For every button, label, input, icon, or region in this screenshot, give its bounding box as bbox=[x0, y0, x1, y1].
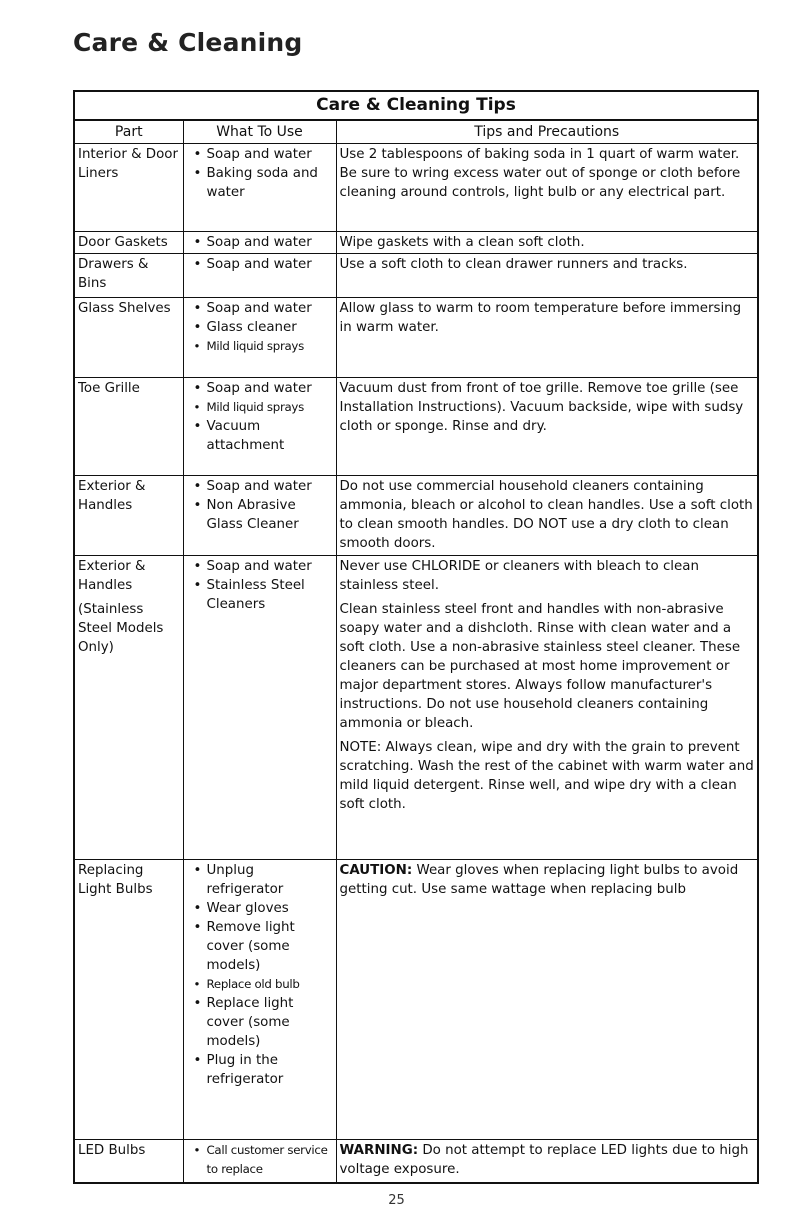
care-cleaning-tips-table bbox=[73, 90, 759, 1184]
use-cell bbox=[183, 298, 336, 378]
use-item: • Soap and water bbox=[187, 477, 333, 496]
tips-cell bbox=[336, 1140, 757, 1182]
use-cell bbox=[183, 254, 336, 298]
use-cell bbox=[183, 1140, 336, 1182]
table-row bbox=[75, 254, 757, 298]
use-list bbox=[187, 861, 333, 1089]
caution-text: Wear gloves when replacing light bulbs to avoid getting cut. Use same wattage when replacing bulb bbox=[339, 863, 739, 897]
use-list bbox=[187, 379, 333, 455]
use-list bbox=[187, 557, 333, 614]
use-item: • Soap and water bbox=[187, 233, 333, 252]
table-title: Care & Cleaning Tips bbox=[75, 92, 757, 121]
tip-text: Allow glass to warm to room temperature before immersing in warm water. bbox=[339, 301, 742, 335]
use-item: • Mild liquid sprays bbox=[187, 398, 333, 417]
use-item: • Plug in the refrigerator bbox=[187, 1051, 333, 1089]
part-cell bbox=[75, 556, 183, 860]
use-list bbox=[187, 299, 333, 356]
use-cell bbox=[183, 860, 336, 1140]
use-list bbox=[187, 255, 333, 274]
use-item: • Mild liquid sprays bbox=[187, 337, 333, 356]
use-cell bbox=[183, 556, 336, 860]
header-tips: Tips and Precautions bbox=[336, 121, 757, 144]
tip-text: NOTE: Always clean, wipe and dry with the grain to prevent scratching. Wash the rest of the cabinet with warm water and mild liquid detergent. Rinse well, and wipe dry with a clean soft cloth. bbox=[339, 740, 754, 812]
tips-cell bbox=[336, 378, 757, 476]
use-list bbox=[187, 477, 333, 534]
tips-cell bbox=[336, 144, 757, 232]
tips-cell bbox=[336, 298, 757, 378]
header-row bbox=[75, 121, 757, 144]
table-row bbox=[75, 144, 757, 232]
use-item: • Soap and water bbox=[187, 255, 333, 274]
use-item: • Soap and water bbox=[187, 145, 333, 164]
use-cell bbox=[183, 378, 336, 476]
use-item: • Soap and water bbox=[187, 299, 333, 318]
tip-text: Clean stainless steel front and handles with non-abrasive soapy water and a dishcloth. Rinse with clean water and a soft cloth. Use a non-abrasive stainless steel cleaner. These cleaners can be purchased at most home improvement or major department stores. Always follow manufacturer's instructions. Do not use household cleaners containing ammonia or bleach. bbox=[339, 602, 741, 731]
use-list bbox=[187, 233, 333, 252]
tip-text: Never use CHLORIDE or cleaners with bleach to clean stainless steel. bbox=[339, 559, 699, 593]
use-item: • Unplug refrigerator bbox=[187, 861, 333, 899]
use-item: • Soap and water bbox=[187, 557, 333, 576]
part-note: (Stainless Steel Models Only) bbox=[78, 602, 164, 655]
table-row bbox=[75, 556, 757, 860]
part-cell: Door Gaskets bbox=[75, 232, 183, 254]
part-cell: Glass Shelves bbox=[75, 298, 183, 378]
tip-text: Vacuum dust from front of toe grille. Remove toe grille (see Installation Instructions). Vacuum backside, wipe with sudsy cloth or sponge. Rinse and dry. bbox=[339, 381, 744, 434]
use-list bbox=[187, 145, 333, 202]
use-cell bbox=[183, 476, 336, 556]
table-row bbox=[75, 1140, 757, 1182]
part-cell: Toe Grille bbox=[75, 378, 183, 476]
tip-text bbox=[340, 861, 755, 899]
use-cell bbox=[183, 232, 336, 254]
use-item: • Glass cleaner bbox=[187, 318, 333, 337]
part-cell: LED Bulbs bbox=[75, 1140, 183, 1182]
page-title: Care & Cleaning bbox=[73, 28, 303, 57]
use-item: • Remove light cover (some models) bbox=[187, 918, 333, 975]
tips-cell bbox=[336, 556, 757, 860]
tip-text: Use 2 tablespoons of baking soda in 1 quart of warm water. Be sure to wring excess water out of sponge or cloth before cleaning around controls, light bulb or any electrical part. bbox=[339, 147, 741, 200]
use-item: • Non Abrasive Glass Cleaner bbox=[187, 496, 333, 534]
part-label: Exterior & Handles bbox=[78, 559, 146, 593]
use-item: • Baking soda and water bbox=[187, 164, 333, 202]
use-item: • Replace light cover (some models) bbox=[187, 994, 333, 1051]
tip-text bbox=[340, 1141, 755, 1179]
table-row bbox=[75, 232, 757, 254]
tips-cell bbox=[336, 860, 757, 1140]
use-cell bbox=[183, 144, 336, 232]
warning-label: WARNING: bbox=[339, 1143, 419, 1158]
warning-text: Do not attempt to replace LED lights due to high voltage exposure. bbox=[339, 1143, 749, 1177]
page-number: 25 bbox=[388, 1193, 405, 1208]
use-item: • Soap and water bbox=[187, 379, 333, 398]
header-part: Part bbox=[75, 121, 183, 144]
tips-grid bbox=[75, 121, 757, 1182]
tip-text: Do not use commercial household cleaners containing ammonia, bleach or alcohol to clean handles. Use a soft cloth to clean smooth handles. DO NOT use a dry cloth to clean smooth doors. bbox=[339, 479, 753, 551]
use-item: • Replace old bulb bbox=[187, 975, 333, 994]
part-cell: Interior & Door Liners bbox=[75, 144, 183, 232]
tip-text: Use a soft cloth to clean drawer runners and tracks. bbox=[339, 257, 688, 272]
use-item: • Wear gloves bbox=[187, 899, 333, 918]
use-item: • Call customer service to replace bbox=[187, 1141, 333, 1179]
part-cell: Replacing Light Bulbs bbox=[75, 860, 183, 1140]
tips-cell bbox=[336, 476, 757, 556]
part-cell: Drawers & Bins bbox=[75, 254, 183, 298]
table-row bbox=[75, 298, 757, 378]
tips-cell bbox=[336, 254, 757, 298]
use-item: • Vacuum attachment bbox=[187, 417, 333, 455]
use-list bbox=[187, 1141, 333, 1179]
tip-text: Wipe gaskets with a clean soft cloth. bbox=[339, 235, 585, 250]
tips-cell bbox=[336, 232, 757, 254]
table-row bbox=[75, 378, 757, 476]
table-row bbox=[75, 476, 757, 556]
caution-label: CAUTION: bbox=[339, 863, 413, 878]
table-row bbox=[75, 860, 757, 1140]
part-cell: Exterior & Handles bbox=[75, 476, 183, 556]
header-what-to-use: What To Use bbox=[183, 121, 336, 144]
use-item: • Stainless Steel Cleaners bbox=[187, 576, 333, 614]
